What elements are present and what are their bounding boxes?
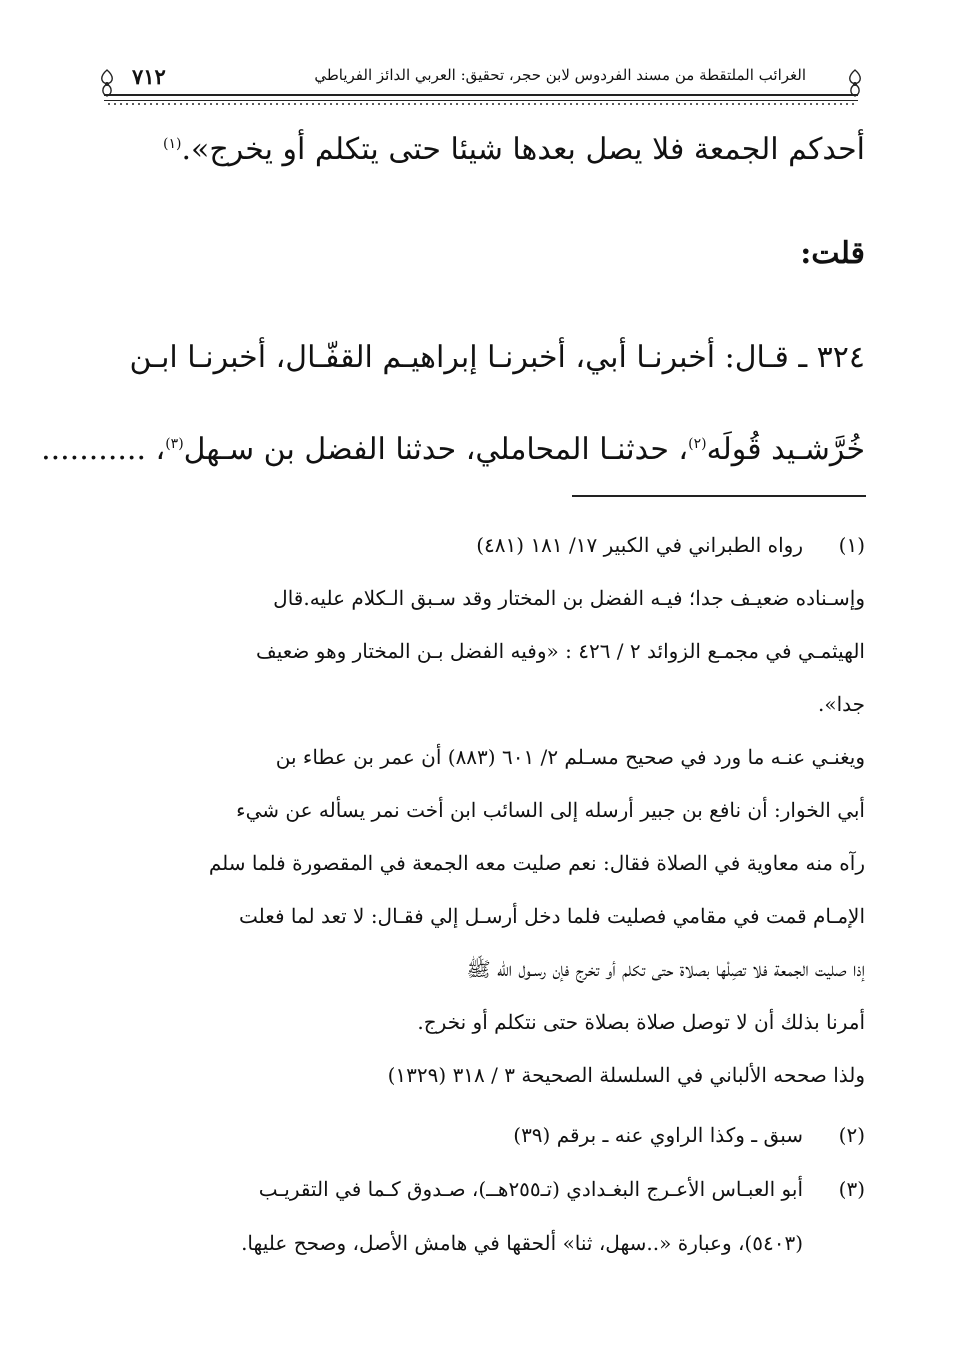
footnote-1-line: رآه منه معاوية في الصلاة فقال: نعم صليت معه الجمعة في المقصورة فلما سلم (208, 851, 865, 875)
footnote-1-line: وإسـناده ضعيـف جدا؛ فيـه الفضل بن المختار وقد سـبق الـكلام عليه.قال (273, 586, 865, 610)
header-dotted-border (106, 102, 856, 106)
main-text-content: أحدكم الجمعة فلا يصل بعدها شيئا حتى يتكلم أو يخرج». (181, 132, 865, 167)
qultu-heading: قلت: (800, 236, 865, 271)
footnote-2-text: سبق ـ وكذا الراوي عنه ـ برقم (٣٩) (513, 1123, 803, 1147)
footnote-1-line: إذا صليت الجمعة فلا تصِلْها بصلاة حتى تكلم أو تخرج فإن رسـول الله ﷺ (466, 957, 865, 981)
footnote-3-number: (٣) (838, 1177, 865, 1201)
footnote-1-line: أمرنا بذلك أن لا توصل صلاة بصلاة حتى نتكلم أو نخرج. (417, 1010, 865, 1034)
page-number: ٧١٢ (132, 64, 166, 89)
footnote-1-line: جدا». (817, 692, 865, 716)
footnote-ref-3: (٣) (165, 436, 184, 452)
hadith-line-1: ٣٢٤ ـ قـال: أخبرنـا أبي، أخبرنـا إبراهيـم القفّـال، أخبرنـا ابـن (129, 340, 865, 375)
hadith-line-2-a: خُرَّشـيد قُولَه (706, 432, 865, 467)
running-title: الغرائب الملتقطة من مسند الفردوس لابن حجر، تحقيق: العربي الدائز الفرياطي (314, 66, 806, 84)
hadith-line-2-b: ، حدثنـا المحاملي، حدثنا الفضل بن سـهل (183, 432, 689, 467)
footnote-1-line: ويغنـي عنـه ما ورد في صحيح مسـلم ٢/ ٦٠١ (٨٨٣) أن عمر بن عطاء بن (275, 745, 865, 769)
main-text-line-1 (95, 128, 865, 172)
footnote-1-line: الهيثمـي في مجمـع الزوائد ٢ / ٤٢٦ : «وفيه الفضل بـن المختار وهو ضعيف (256, 639, 865, 663)
footnote-2-number: (٢) (838, 1123, 865, 1147)
hadith-line-2-c: ، ........... (41, 432, 166, 467)
footnote-3-line-2: (٥٤٠٣)، وعبارة «..سهل، ثنا» ألحقها في هامش الأصل، وصحح عليها. (241, 1231, 803, 1255)
footnote-1-line: ولذا صححه الألباني في السلسلة الصحيحة ٣ / ٣١٨ (١٣٢٩) (387, 1063, 865, 1087)
footnote-1-line: أبي الخوار: أن نافع بن جبير أرسله إلى السائب ابن أخت نمر يسأله عن شيء (236, 798, 865, 822)
footnote-ref-1: (١) (163, 136, 182, 152)
header-rule (104, 94, 858, 96)
footnote-divider (572, 495, 866, 497)
hadith-line-2 (41, 428, 865, 472)
footnote-1-line: الإمـام قمت في مقامي فصليت فلما دخل أرسـل إلي فقـال: لا تعد لما فعلت (239, 904, 865, 928)
running-header (96, 64, 866, 108)
header-rule-thin (104, 100, 858, 101)
footnote-ref-2: (٢) (688, 436, 707, 452)
footnote-1-number: (١) (838, 533, 865, 557)
footnote-3-line-1: أبو العبـاس الأعـرج البغـدادي (تـ٢٥٥هــ)، صـدوق كـما في التقريـب (258, 1177, 803, 1201)
footnote-1-first-line: رواه الطبراني في الكبير ١٧/ ١٨١ (٤٨١) (476, 533, 803, 557)
